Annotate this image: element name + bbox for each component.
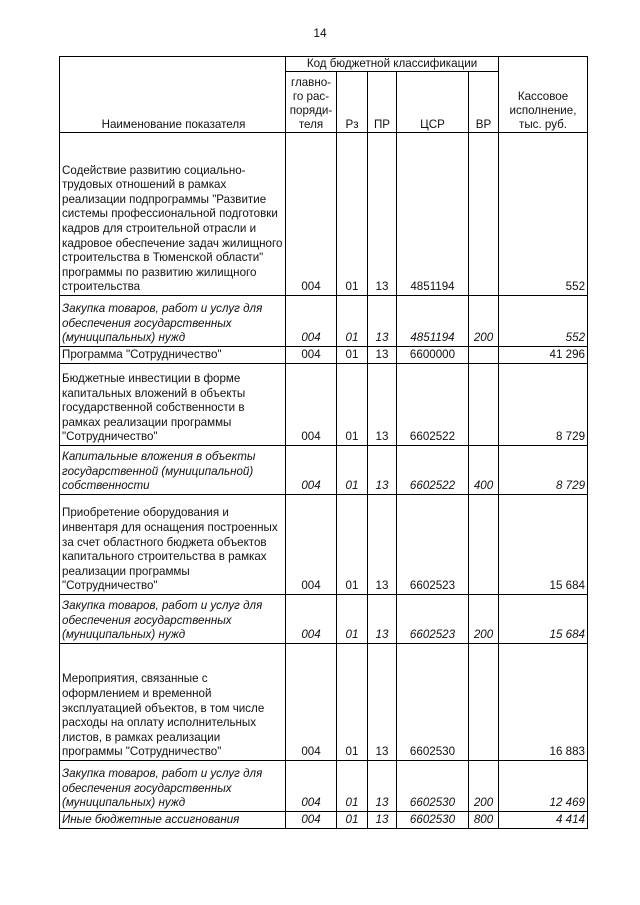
row-csr: 6602522 [397,364,469,446]
row-rz: 01 [337,495,368,595]
row-name: Приобретение оборудования и инвентаря для оснащения построенных за счет областного бюджета объектов капитального строительства в рамках реализации программы "Сотрудничество" [60,495,286,595]
row-pr: 13 [368,446,397,495]
row-rz: 01 [337,761,368,812]
row-csr: 4851194 [397,133,469,296]
row-csr: 6602530 [397,644,469,761]
row-name: Закупка товаров, работ и услуг для обеспечения государственных (муниципальных) нужд [60,595,286,644]
row-amount: 4 414 [499,812,588,829]
table-row [60,446,588,495]
row-name: Закупка товаров, работ и услуг для обеспечения государственных (муниципальных) нужд [60,761,286,812]
header-name: Наименование показателя [60,57,286,133]
row-amount: 15 684 [499,495,588,595]
table-row [60,644,588,761]
row-amount: 15 684 [499,595,588,644]
table-row [60,296,588,347]
row-amount: 552 [499,133,588,296]
row-vr [469,347,499,364]
row-amount: 41 296 [499,347,588,364]
row-rz: 01 [337,644,368,761]
row-csr: 6600000 [397,347,469,364]
row-gl: 004 [286,644,337,761]
row-amount: 16 883 [499,644,588,761]
row-vr: 400 [469,446,499,495]
row-rz: 01 [337,595,368,644]
table-row [60,595,588,644]
row-pr: 13 [368,347,397,364]
row-rz: 01 [337,812,368,829]
row-csr: 6602530 [397,812,469,829]
row-vr: 200 [469,296,499,347]
row-vr [469,644,499,761]
row-vr [469,495,499,595]
row-gl: 004 [286,296,337,347]
row-gl: 004 [286,364,337,446]
row-pr: 13 [368,812,397,829]
row-name: Программа "Сотрудничество" [60,347,286,364]
row-amount: 552 [499,296,588,347]
row-pr: 13 [368,495,397,595]
row-amount: 8 729 [499,364,588,446]
row-name: Закупка товаров, работ и услуг для обеспечения государственных (муниципальных) нужд [60,296,286,347]
row-vr: 200 [469,595,499,644]
row-name: Капитальные вложения в объекты государственной (муниципальной) собственности [60,446,286,495]
budget-table [59,56,588,829]
row-csr: 6602522 [397,446,469,495]
table-row [60,761,588,812]
row-gl: 004 [286,761,337,812]
row-gl: 004 [286,133,337,296]
row-amount: 8 729 [499,446,588,495]
table-row [60,133,588,296]
row-pr: 13 [368,595,397,644]
row-gl: 004 [286,495,337,595]
row-csr: 6602530 [397,761,469,812]
row-gl: 004 [286,446,337,495]
table-row [60,364,588,446]
row-pr: 13 [368,133,397,296]
header-gl: главно-го рас-поряди-теля [286,72,337,133]
table-row [60,812,588,829]
row-csr: 6602523 [397,495,469,595]
row-name: Содействие развитию социально-трудовых отношений в рамках реализации подпрограммы "Развитие системы профессиональной подготовки кадров для строительной отрасли и кадровое обеспечение задач жилищного строительства в Тюменской области" программы по развитию жилищного строительства [60,133,286,296]
row-pr: 13 [368,364,397,446]
table-row [60,347,588,364]
row-vr: 200 [469,761,499,812]
row-pr: 13 [368,296,397,347]
header-amount: Кассовое исполнение, тыс. руб. [499,57,588,133]
row-vr: 800 [469,812,499,829]
row-csr: 6602523 [397,595,469,644]
row-gl: 004 [286,595,337,644]
row-rz: 01 [337,296,368,347]
row-pr: 13 [368,761,397,812]
row-name: Бюджетные инвестиции в форме капитальных вложений в объекты государственной собственности в рамках реализации программы "Сотрудничество" [60,364,286,446]
row-gl: 004 [286,812,337,829]
row-name: Мероприятия, связанные с оформлением и временной эксплуатацией объектов, в том числе расходы на оплату исполнительных листов, в рамках реализации программы "Сотрудничество" [60,644,286,761]
header-code-group: Код бюджетной классификации [286,57,499,72]
row-name: Иные бюджетные ассигнования [60,812,286,829]
header-rz: Рз [337,72,368,133]
row-pr: 13 [368,644,397,761]
row-gl: 004 [286,347,337,364]
row-vr [469,133,499,296]
header-pr: ПР [368,72,397,133]
header-vr: ВР [469,72,499,133]
row-rz: 01 [337,364,368,446]
row-rz: 01 [337,133,368,296]
row-csr: 4851194 [397,296,469,347]
row-vr [469,364,499,446]
table-row [60,495,588,595]
row-amount: 12 469 [499,761,588,812]
row-rz: 01 [337,446,368,495]
page-number: 14 [313,26,327,40]
header-csr: ЦСР [397,72,469,133]
row-rz: 01 [337,347,368,364]
